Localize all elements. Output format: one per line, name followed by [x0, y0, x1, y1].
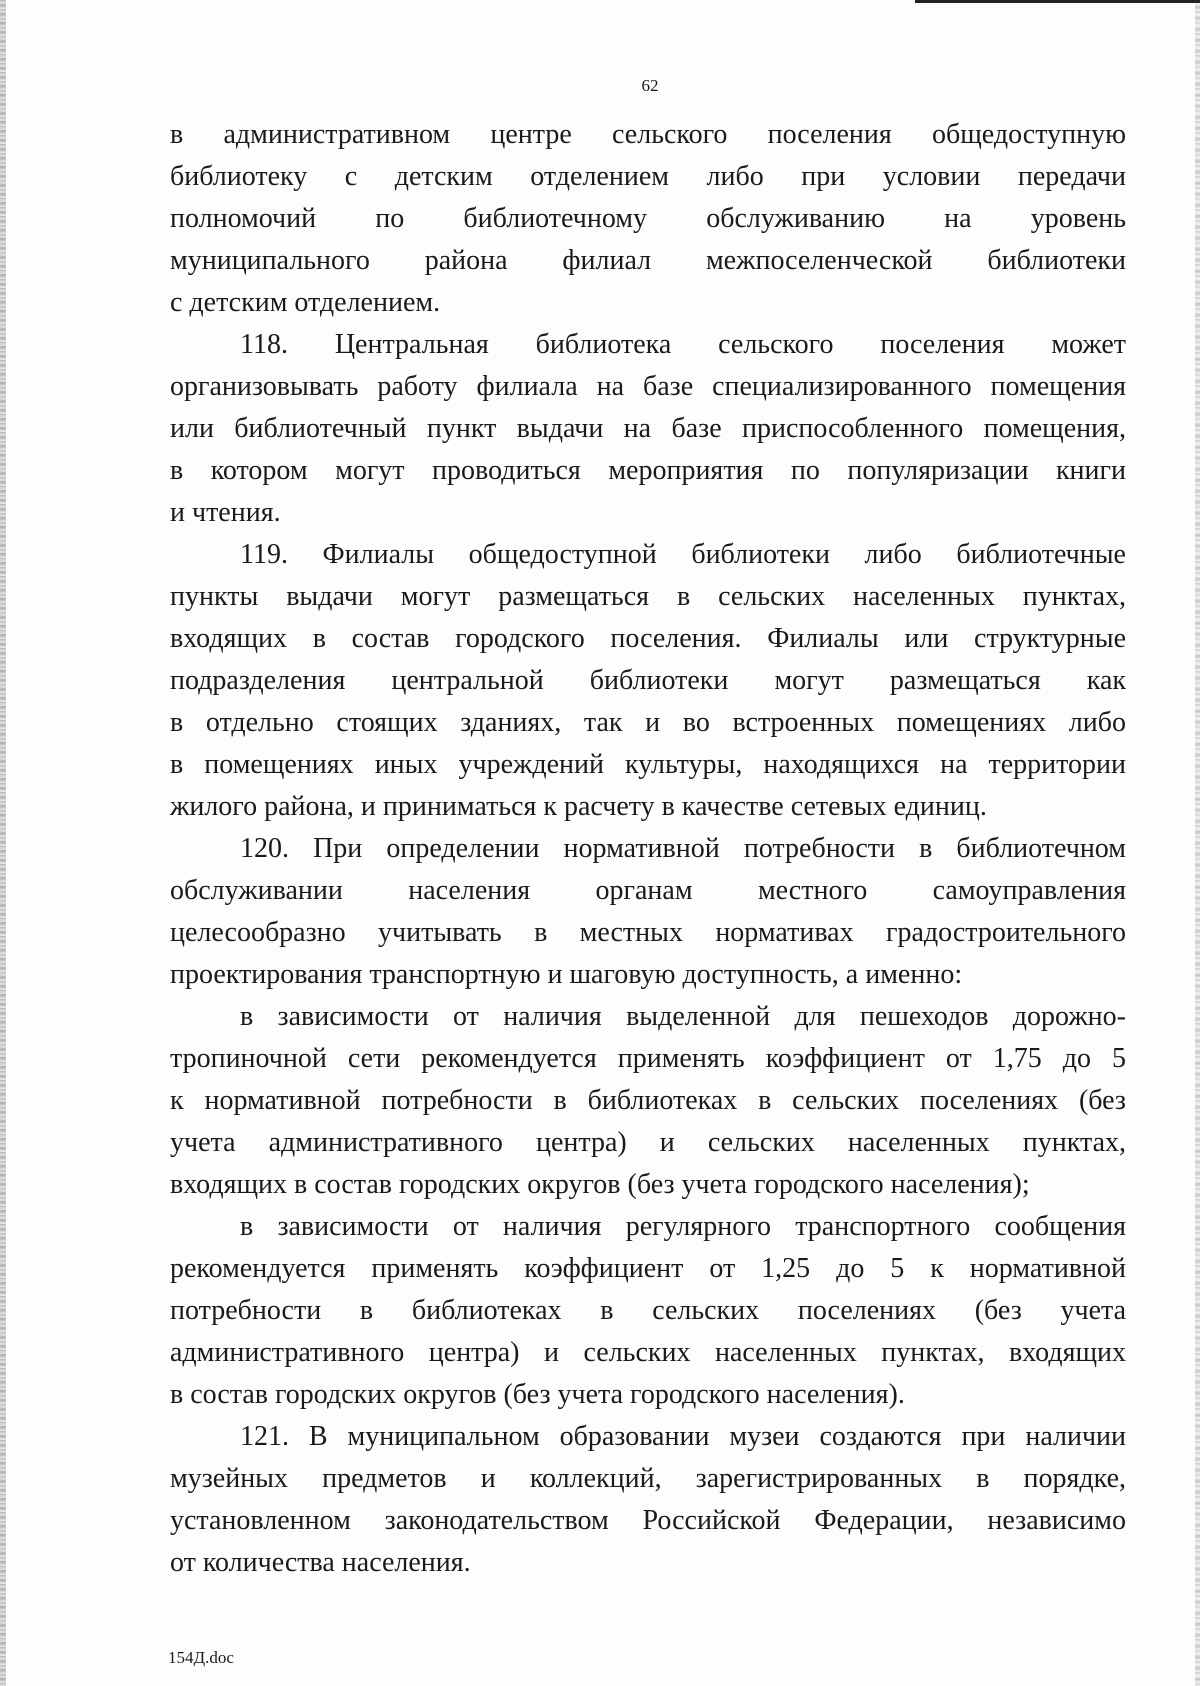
text-line: 119. Филиалы общедоступной библиотеки либо библиотечные: [240, 539, 1126, 570]
document-body: [170, 114, 1126, 1584]
text-line: к нормативной потребности в библиотеках в сельских поселениях (без: [170, 1085, 1126, 1116]
text-line: жилого района, и приниматься к расчету в качестве сетевых единиц.: [170, 791, 987, 822]
text-line: 121. В муниципальном образовании музеи создаются при наличии: [240, 1421, 1126, 1452]
footer-filename: 154Д.doc: [168, 1648, 234, 1667]
text-line: и чтения.: [170, 497, 281, 528]
text-line: полномочий по библиотечному обслуживанию на уровень: [170, 203, 1126, 234]
text-line: входящих в состав городского поселения. Филиалы или структурные: [170, 623, 1126, 654]
scan-edge-left: [0, 0, 6, 1686]
scan-edge-top: [915, 0, 1200, 3]
text-line: в административном центре сельского поселения общедоступную: [170, 119, 1126, 150]
text-line: потребности в библиотеках в сельских поселениях (без учета: [170, 1295, 1126, 1326]
text-line: в помещениях иных учреждений культуры, находящихся на территории: [170, 749, 1126, 780]
text-line: пункты выдачи могут размещаться в сельских населенных пунктах,: [170, 581, 1126, 612]
text-line: в зависимости от наличия регулярного транспортного сообщения: [240, 1211, 1126, 1242]
text-line: входящих в состав городских округов (без учета городского населения);: [170, 1169, 1030, 1200]
text-line: музейных предметов и коллекций, зарегистрированных в порядке,: [170, 1463, 1126, 1494]
text-line: в зависимости от наличия выделенной для пешеходов дорожно-: [240, 1001, 1126, 1032]
text-line: учета административного центра) и сельских населенных пунктах,: [170, 1127, 1126, 1158]
text-line: целесообразно учитывать в местных нормативах градостроительного: [170, 917, 1126, 948]
text-line: тропиночной сети рекомендуется применять коэффициент от 1,75 до 5: [170, 1043, 1126, 1074]
text-line: или библиотечный пункт выдачи на базе приспособленного помещения,: [170, 413, 1126, 444]
text-line: в отдельно стоящих зданиях, так и во встроенных помещениях либо: [170, 707, 1126, 738]
text-line: от количества населения.: [170, 1547, 471, 1578]
text-line: муниципального района филиал межпоселенческой библиотеки: [170, 245, 1126, 276]
text-line: 118. Центральная библиотека сельского поселения может: [240, 329, 1126, 360]
text-line: установленном законодательством Российской Федерации, независимо: [170, 1505, 1126, 1536]
text-line: проектирования транспортную и шаговую доступность, а именно:: [170, 959, 963, 990]
text-line: подразделения центральной библиотеки могут размещаться как: [170, 665, 1126, 696]
page-number: 62: [641, 76, 659, 95]
text-line: в состав городских округов (без учета городского населения).: [170, 1379, 905, 1410]
text-line: административного центра) и сельских населенных пунктах, входящих: [170, 1337, 1126, 1368]
text-line: в котором могут проводиться мероприятия по популяризации книги: [170, 455, 1126, 486]
text-line: обслуживании населения органам местного самоуправления: [170, 875, 1126, 906]
text-line: рекомендуется применять коэффициент от 1,25 до 5 к нормативной: [170, 1253, 1126, 1284]
text-line: организовывать работу филиала на базе специализированного помещения: [170, 371, 1126, 402]
scan-edge-right: [1195, 0, 1200, 1686]
text-line: библиотеку с детским отделением либо при условии передачи: [170, 161, 1126, 192]
text-line: с детским отделением.: [170, 287, 441, 318]
text-line: 120. При определении нормативной потребности в библиотечном: [240, 833, 1126, 864]
